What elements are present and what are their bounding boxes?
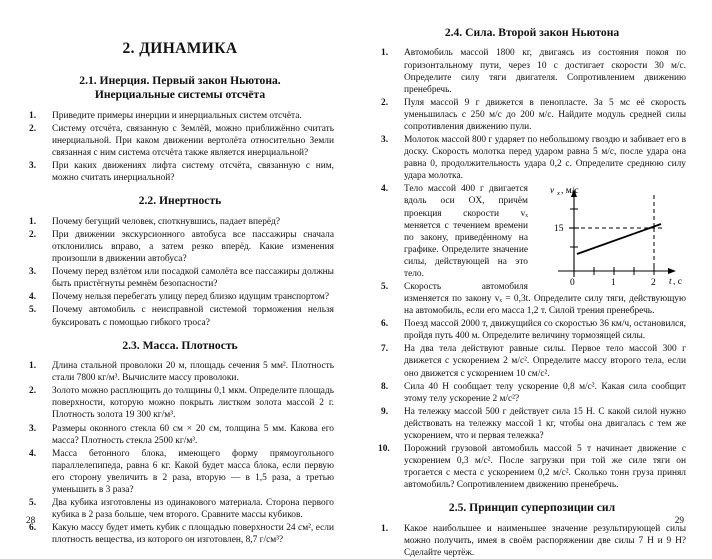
item-number: 8. (381, 381, 389, 392)
list-item (378, 523, 686, 559)
item-text: Пуля массой 9 г движется в пенопласте. За 5 мс её скорость уменьшилась с 250 м/с до 200 м/с. Найдите модуль средней силы сопротивления движению пули. (404, 97, 686, 132)
section-title-2-5 (378, 501, 686, 515)
item-number: 1. (29, 110, 37, 121)
list-item (378, 47, 686, 95)
item-number: 1. (29, 216, 37, 227)
item-number: 4. (381, 184, 389, 195)
item-text: Размеры оконного стекла 60 см × 20 см, толщина 5 мм. Какова его масса? Плотность стекла 2500 кг/м³. (52, 423, 334, 446)
list-item (378, 443, 686, 491)
item-number: 7. (381, 344, 389, 355)
list-item (26, 385, 334, 421)
item-text: Почему нельзя перебегать улицу перед близко идущим транспортом? (52, 292, 330, 303)
list-item (26, 123, 334, 159)
section-title-2-5-line1: 2.5. Принцип суперпозиции сил (448, 501, 616, 515)
item-text: При каких движениях лифта систему отсчёта, связанную с ним, можно считать инерциальной? (52, 161, 334, 184)
item-text: Какое наибольшее и наименьшее значение результирующей силы можно получить, имея в своём распоряжении две силы 7 Н и 9 Н? Сделайте чертёж. (404, 523, 686, 558)
item-text: Тело массой 400 г двигается вдоль оси OX, причём проекция скорости vₓ меняется с течением времени по закону, приведённому на графике. Определите значение силы, действующей на это тело. (404, 184, 528, 279)
list-item (26, 448, 334, 496)
question-list-2-3 (26, 360, 334, 546)
chapter-title: 2. ДИНАМИКА (122, 40, 238, 57)
item-text: Приведите примеры инерции и инерциальных систем отсчёта. (52, 110, 302, 121)
section-title-2-2-line1: 2.2. Инертность (138, 194, 222, 208)
question-list-2-2 (26, 216, 334, 329)
section-title-2-1 (26, 74, 334, 103)
left-page (0, 0, 356, 546)
svg-text:x: x (557, 190, 560, 198)
item-number: 2. (29, 124, 37, 135)
item-number: 5. (29, 305, 37, 316)
list-item (26, 216, 334, 228)
list-item (378, 97, 686, 133)
list-item (26, 522, 334, 546)
svg-text:v: v (550, 186, 555, 197)
section-title-2-3-line1: 2.3. Масса. Плотность (122, 338, 238, 352)
item-text: Молоток массой 800 г ударяет по небольшому гвоздю и забивает его в доску. Скорость молотка перед ударом равна 5 м/с, после удара она равна 0, продолжительность удара 0,2 с. Определите среднюю силу удара молотка. (404, 135, 686, 182)
list-item (378, 381, 686, 405)
item-text: Масса бетонного блока, имеющего форму прямоугольного параллелепипеда, равна 6 кг. Какой будет масса блока, если первую его сторону увеличить в 2 раза, вторую — в 1,5 раза, а третью уменьшить в 3 раза? (52, 448, 334, 495)
page-number-right: 29 (674, 516, 684, 526)
svg-text:0: 0 (570, 278, 575, 286)
item-text: Порожний грузовой автомобиль массой 5 т начинает движение с ускорением 0,3 м/с². После загрузки при той же силе тяги он трогается с места с ускорением 0,2 м/с². Сколько тонн груза принял автомобиль? Сопротивлением движению пренебречь. (404, 443, 686, 491)
question-list-2-5 (378, 523, 686, 559)
list-item-with-figure (378, 183, 686, 286)
item-number: 4. (29, 448, 37, 459)
item-text: Систему отсчёта, связанную с Землёй, можно приближённо считать инерциальной. При каком движении вертолёта относительно Земли связанная с ним система отсчёта также является инерциальной? (52, 124, 334, 159)
section-title-2-4 (378, 26, 686, 40)
item-number: 1. (381, 523, 389, 534)
section-title-2-1-line2: Инерциальные системы отсчёта (94, 88, 266, 102)
item-number: 4. (29, 292, 37, 303)
section-title-2-3 (26, 339, 334, 353)
svg-text:, c: , c (673, 277, 682, 286)
svg-text:15: 15 (554, 224, 564, 235)
section-title-2-1-line1: 2.1. Инерция. Первый закон Ньютона. (79, 74, 281, 87)
item-number: 10. (378, 443, 390, 454)
item-text: Длина стальной проволоки 20 м, площадь сечения 5 мм². Плотность стали 7800 кг/м³. Вычислите массу проволоки. (52, 361, 334, 384)
list-item (26, 266, 334, 290)
svg-text:1: 1 (611, 278, 616, 286)
list-item (26, 304, 334, 328)
item-number: 2. (29, 386, 37, 397)
item-number: 3. (29, 267, 37, 278)
page-number-left: 28 (26, 516, 36, 526)
item-text: На тележку массой 500 г действует сила 15 Н. С какой силой нужно действовать на тележку массой 1 кг, чтобы она двигалась с тем же ускорением, что и первая тележка? (404, 406, 686, 441)
item-number: 6. (381, 319, 389, 330)
svg-text:, м/с: , м/с (561, 186, 579, 197)
item-number: 3. (29, 161, 37, 172)
item-text: Поезд массой 2000 т, движущийся со скоростью 36 км/ч, остановился, пройдя путь 400 м. Определите величину тормозящей силы. (404, 319, 686, 342)
list-item (378, 406, 686, 442)
list-item (378, 134, 686, 182)
item-number: 5. (29, 497, 37, 508)
item-number: 5. (381, 281, 389, 292)
item-text: Два кубика изготовлены из одинакового материала. Сторона первого кубика в 2 раза больше, чем второго. Сравните массы кубиков. (52, 497, 334, 521)
item-number: 2. (29, 230, 37, 240)
list-item (378, 343, 686, 379)
item-text: Золото можно расплющить до толщины 0,1 мкм. Определите площадь поверхности, которую можно покрыть листком золота массой 2 г. Плотность золота 19 300 кг/м³. (52, 386, 334, 421)
item-text: Автомобиль массой 1800 кг, двигаясь из состояния покоя по горизонтальному пути, через 10 с достигает скорости 30 м/с. Определите силу тяги двигателя. Сопротивлением движению пренебречь. (404, 48, 686, 95)
item-number: 2. (381, 97, 389, 108)
list-item (26, 160, 334, 184)
list-item (26, 110, 334, 122)
item-text: Почему бегущий человек, споткнувшись, падает вперёд? (52, 216, 280, 227)
list-item (26, 229, 334, 265)
list-item (378, 281, 686, 317)
list-item (26, 423, 334, 447)
section-title-2-4-line1: 2.4. Сила. Второй закон Ньютона (444, 26, 620, 39)
item-text: Почему перед взлётом или посадкой самолёта все пассажиры должны быть пристёгнуты ремнём безопасности? (52, 267, 334, 290)
item-number: 3. (381, 135, 389, 146)
item-text: Какую массу будет иметь кубик с площадью поверхности 24 см², если плотность вещества, из которого он изготовлен, 8,7 г/см³? (52, 523, 334, 546)
svg-text:2: 2 (651, 278, 656, 286)
item-text: Скорость автомобиля изменяется по закону vₓ = 0,3t. Определите силу тяги, действующую на автомобиль, если его масса 1,2 т. Силой трения пренебречь. (404, 281, 686, 317)
list-item (26, 497, 334, 521)
svg-text:t: t (669, 277, 672, 286)
list-item (26, 360, 334, 384)
velocity-time-graph (536, 181, 686, 285)
item-number: 1. (29, 361, 37, 372)
list-item (378, 318, 686, 342)
section-title-2-2 (26, 194, 334, 208)
item-number: 1. (381, 48, 389, 59)
item-number: 6. (29, 523, 37, 534)
question-list-2-1 (26, 110, 334, 184)
list-item (26, 291, 334, 303)
question-list-2-4 (378, 47, 686, 491)
item-text: Почему автомобиль с неисправной системой торможения нельзя буксировать с помощью гибкого троса? (52, 305, 334, 328)
item-text: На два тела действуют равные силы. Первое тело массой 300 г движется с ускорением 2 м/с². Определите массу второго тела, если оно движется с ускорением 10 см/с². (404, 344, 686, 379)
item-number: 9. (381, 406, 389, 417)
item-text: При движении экскурсионного автобуса все пассажиры сначала отклонились вправо, а затем резко вперёд. Какие изменения произошли в движении автобуса? (52, 230, 334, 265)
item-text: Сила 40 Н сообщает телу ускорение 0,8 м/с². Какая сила сообщит этому телу ускорение 2 м/с²? (404, 381, 686, 404)
right-page (356, 0, 712, 558)
item-number: 3. (29, 423, 37, 434)
